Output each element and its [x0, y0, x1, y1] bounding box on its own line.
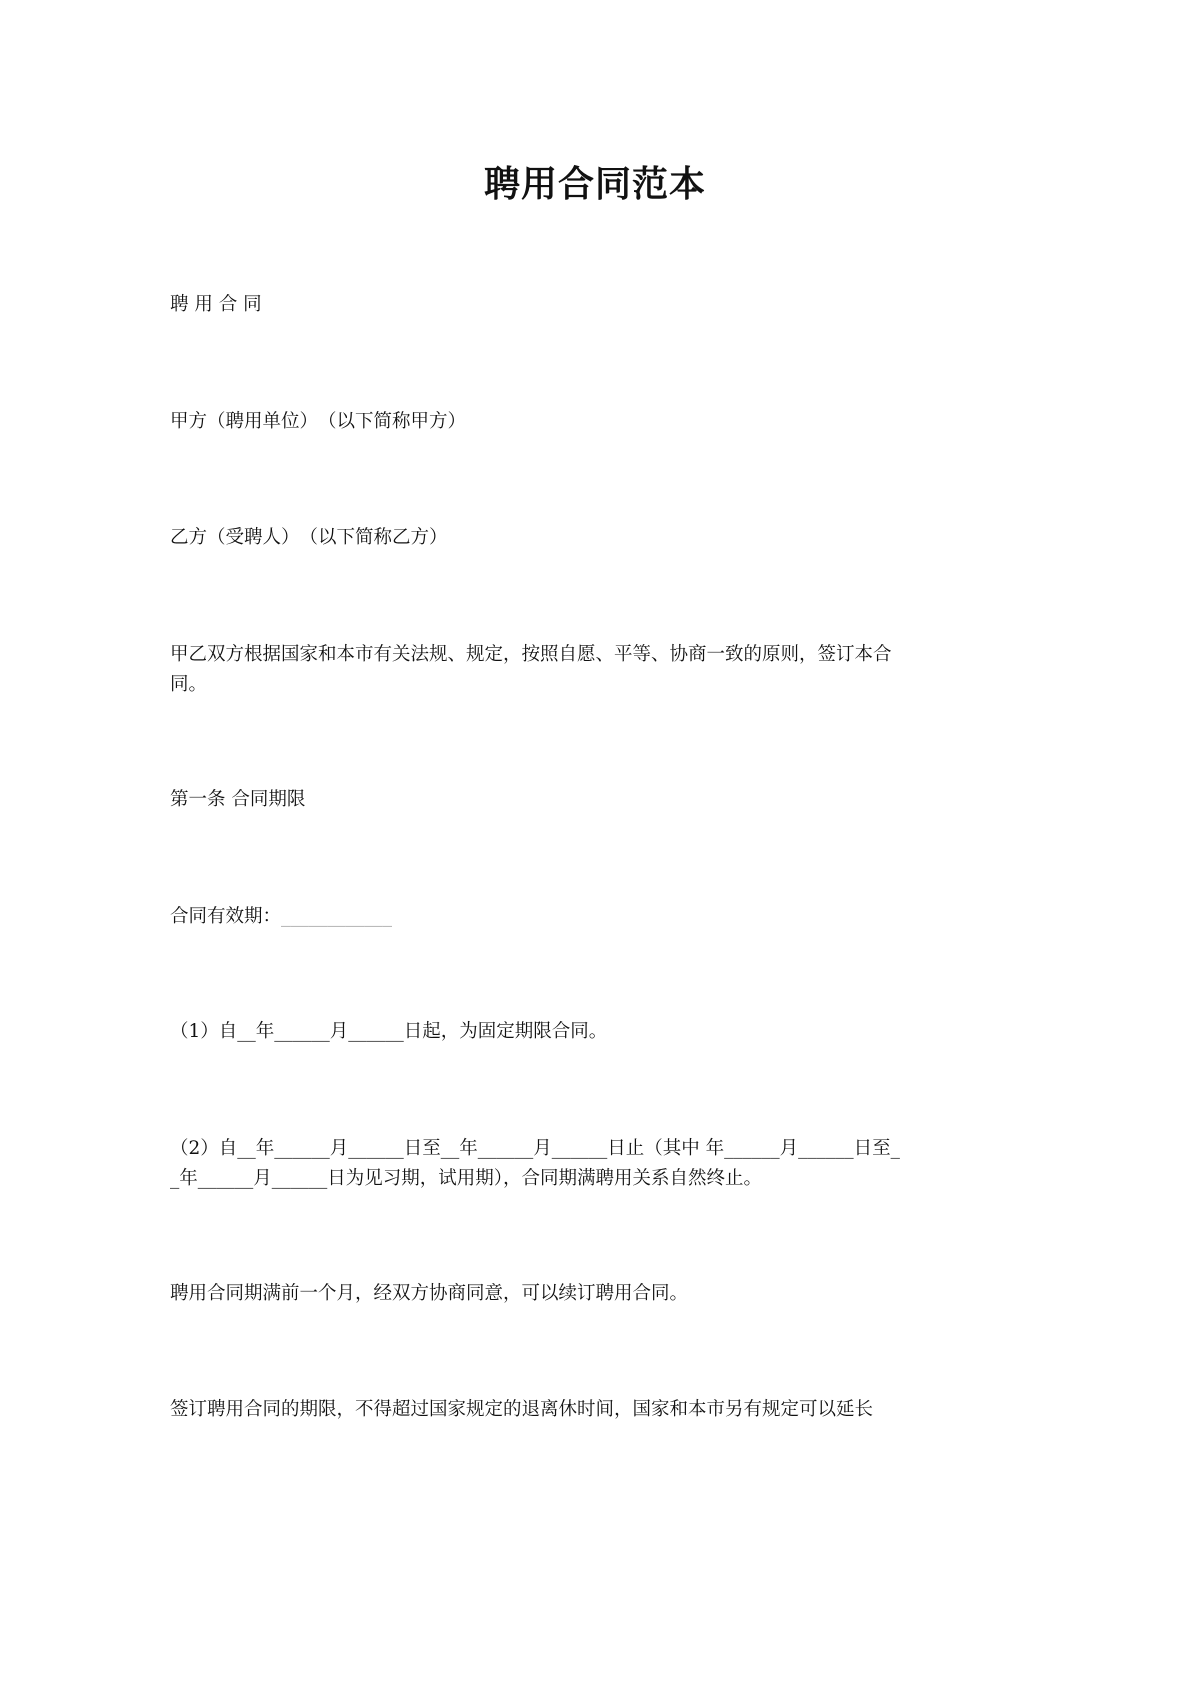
clause-2-line-1: （2）自__年______月______日至__年______月______日止（其中 年______月______日至_ — [170, 1138, 900, 1159]
clause-1: （1）自__年______月______日起，为固定期限合同。 — [170, 1021, 608, 1042]
validity-blank: ____________ — [281, 906, 393, 927]
article-1-heading: 第一条 合同期限 — [170, 789, 306, 810]
preamble-paragraph — [170, 640, 1020, 700]
clause-2 — [170, 1134, 1020, 1194]
validity-line — [170, 902, 1020, 932]
party-b-line: 乙方（受聘人） （以下简称乙方） — [170, 527, 448, 548]
preamble-line-1: 甲乙双方根据国家和本市有关法规、规定，按照自愿、平等、协商一致的原则，签订本合 — [170, 644, 892, 665]
validity-label: 合同有效期： — [170, 906, 282, 927]
document-title: 聘用合同范本 — [483, 163, 706, 205]
contract-heading: 聘 用 合 同 — [170, 294, 262, 315]
limit-paragraph: 签订聘用合同的期限，不得超过国家规定的退离休时间，国家和本市另有规定可以延长 — [170, 1399, 874, 1420]
clause-2-line-2: _年______月______日为见习期，试用期），合同期满聘用关系自然终止。 — [170, 1168, 763, 1189]
party-a-line: 甲方（聘用单位） （以下简称甲方） — [170, 411, 467, 432]
renewal-paragraph: 聘用合同期满前一个月，经双方协商同意，可以续订聘用合同。 — [170, 1283, 689, 1304]
preamble-line-2: 同。 — [170, 674, 208, 695]
